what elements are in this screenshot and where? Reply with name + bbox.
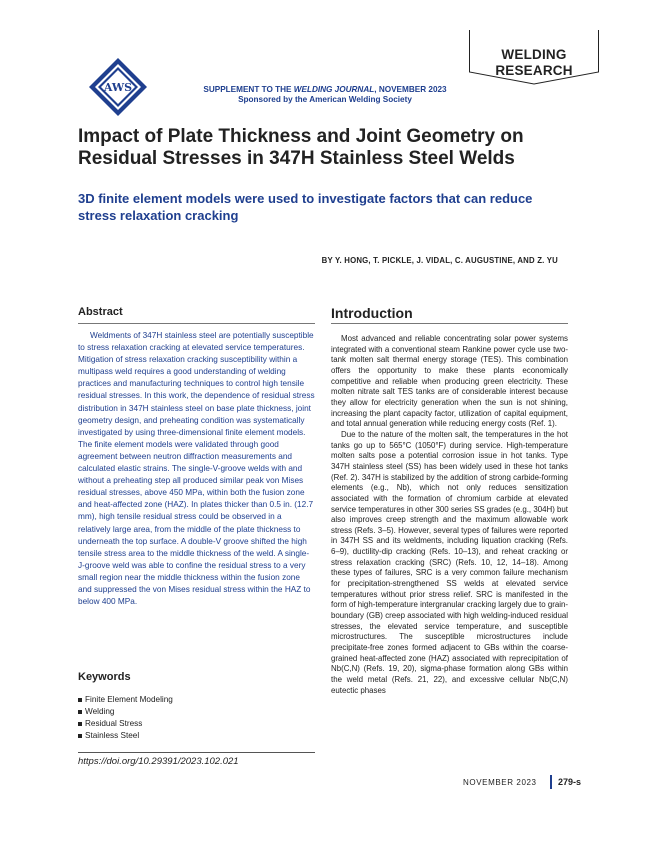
authors-line: BY Y. HONG, T. PICKLE, J. VIDAL, C. AUGUSTINE, AND Z. YU [321,256,558,265]
introduction-divider [331,323,568,324]
article-title: Impact of Plate Thickness and Joint Geometry on Residual Stresses in 347H Stainless Steel Welds [78,126,524,169]
introduction-body [331,334,568,696]
doi-divider [78,752,315,753]
abstract-heading: Abstract [78,306,123,318]
abstract-text: Weldments of 347H stainless steel are potentially susceptible to stress relaxation cracking at elevated service temperatures. Mitigation of stress relaxation cracking susceptibility within a multipass weld requires a good understanding of welding practices and manufacturing techniques to control high tensile residual stresses. In this work, the dependence of residual stress distribution in 347H stainless steel on base plate thickness, joint geometry design, and preheating condition was systematically investigated by using three-dimensional finite element models. The finite element models were validated through good agreement between neutron diffraction measurements and calculated elastic strains. The single-V-groove welds with and without a preheating step all produced similar peak von Mises residual stresses, above 450 MPa, within both the fusion zone and heat-affected zone (HAZ). In plates thicker than 0.5 in. (12.7 mm), high tensile residual stress could be observed in a relatively large area, from the middle of the plate thickness to underneath the top surface. A double-V groove shifted the high tensile stress area to the middle thickness of the weld. A single-J-groove weld was able to confine the residual stress to a very small region near the middle thickness within the fusion zone and suppressed the von Mises residual stress within the HAZ to below 400 MPa. [78,331,315,607]
section-label: WELDING RESEARCH [495,47,573,78]
footer-divider [550,775,552,789]
sponsor-text: Sponsored by the American Welding Society [238,95,412,104]
supplement-text: SUPPLEMENT TO THE WELDING JOURNAL, NOVEMBER 2023 [203,85,447,94]
doi-link[interactable]: https://doi.org/10.29391/2023.102.021 [78,756,239,767]
keyword-item: Stainless Steel [78,730,173,742]
intro-paragraph-2: Due to the nature of the molten salt, the temperatures in the hot tanks go up to 565°C (1050°F) during service. High-temperature molten salts pose a potential corrosion issue in hot tanks. Type 347H stainless steel (SS) has been widely used in these hot tanks (Ref. 2). 347H is stabilized by the addition of strong carbide-forming elements (e.g., Nb), which not only reduces sensitization associated with the formation of chromium carbide at elevated service temperatures in other 300 series SS grades (e.g., 304H) but also improves creep strength and the maximum allowable work stress (Refs. 3–5). However, several types of failures were reported in 347H SS and its weldments, including liquation cracking (Refs. 6–9), ductility-dip cracking (Refs. 10–13), and reheat cracking or stress relaxation cracking (SRC) (Refs. 10, 12, 14–18). Among these types of failures, SRC is a very common failure mechanism for precipitation-strengthened SS welds at elevated service temperatures without prior stress relief. SRC is manifested in the form of high-temperature intergranular cracking largely due to grain-boundary (GB) creep associated with high welding-induced residual stresses, the elevated service temperature, and susceptible microstructures. The susceptible microstructures include precipitate-free zones formed adjacent to GBs within the coarse-grained heat-affected zone (HAZ) associated with reprecipitation of Nb(C,N) (Refs. 19, 20), sigma-phase formation along GBs within the weld metal (Refs. 21, 22), and excessive cellular Nb(C,N) eutectic phases [331,429,568,695]
keywords-heading: Keywords [78,671,131,683]
aws-logo [88,57,148,117]
introduction-heading: Introduction [331,305,413,321]
abstract-divider [78,323,315,324]
page-number: 279-s [558,777,582,787]
footer-issue: NOVEMBER 2023 [463,778,537,787]
article-subtitle: 3D finite element models were used to investigate factors that can reduce stress relaxation cracking [78,191,533,223]
intro-paragraph-1: Most advanced and reliable concentrating solar power systems integrated with a conventional steam Rankine power cycle use two-tank molten salt thermal energy storage (TES). This combination offers the opportunity to make these plants economically competitive and reliable when producing green electricity. These molten nitrate salt TES tanks are of considerable interest because they allow for electricity generation when the sun is not shining, increasing the plant capacity factor, utilization of capital equipment, and total annual generation while reducing energy costs (Ref. 1). [331,334,568,429]
aws-logo-text: AWS [103,81,133,94]
supplement-line [160,85,490,105]
keyword-item: Welding [78,706,173,718]
keywords-list [78,694,173,742]
keyword-item: Finite Element Modeling [78,694,173,706]
keyword-item: Residual Stress [78,718,173,730]
